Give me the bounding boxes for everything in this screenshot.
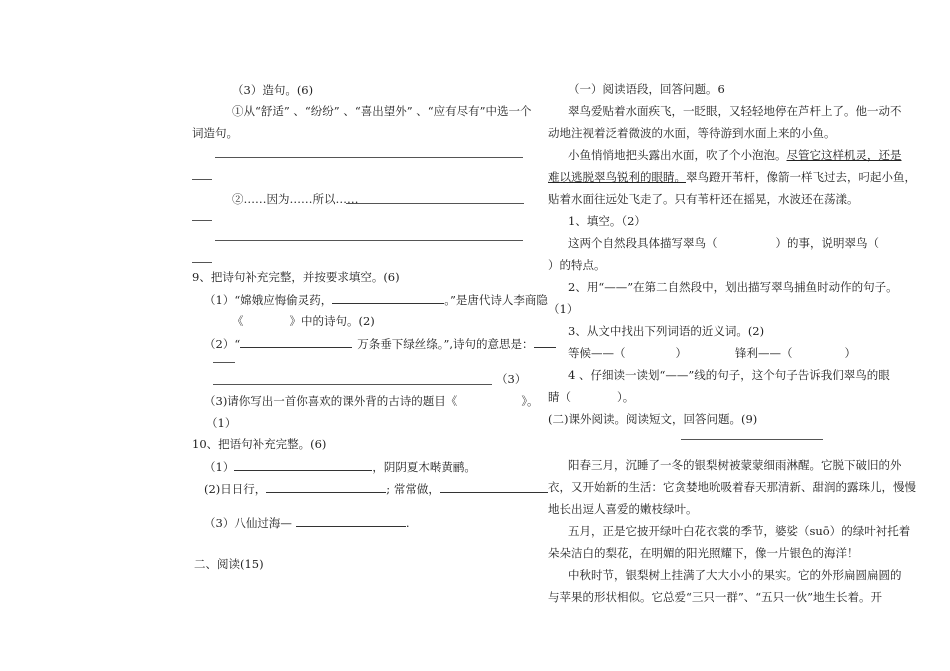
q10-2-prefix: (2)日日行， [204,482,267,496]
answer-line[interactable] [346,203,524,204]
q9-1-title-open: 《 [232,314,244,328]
q9-3-prefix: （3)请你写出一首你喜欢的课外背的古诗的题目《 [204,394,458,408]
q9-2-blank[interactable] [240,336,352,348]
part2-heading: (二)课外阅读。阅读短文，回答问题。(9) [548,412,758,426]
q10-1-suffix: ，阴阴夏木啭黄鹂。 [372,460,476,474]
q10-1-prefix: （1） [204,460,235,474]
passage-p1-line: 动地注视着泛着微波的水面，等待游到水面上来的小鱼。 [548,126,836,140]
q10-3-suffix: . [405,516,410,530]
passage-p2-line: 贴着水面往远处飞走了。只有苇杆还在摇晃，水波还在荡漾。 [548,192,859,206]
reading-p2-line: 朵朵洁白的梨花，在明媚的阳光照耀下，像一片银色的海洋！ [548,546,859,560]
q10-2-blank-2[interactable] [440,481,548,493]
answer-line[interactable] [215,157,523,158]
q9-3-suffix: 》。 [521,394,539,408]
reading-p1-line: 衣，又开始新的生活：它贪婪地吮吸着春天那清新、甜润的露珠儿，慢慢 [548,480,916,494]
passage-text: 翠鸟蹬开苇杆，像箭一样飞过去，叼起小鱼， [686,170,916,184]
q9-1-suffix: 。”是唐代诗人李商隐 [444,293,548,307]
q10-2-middle: ; 常常做， [386,482,440,496]
r-q2-score: （1） [548,302,579,316]
q9-3-score: （1） [206,416,237,430]
q3-item1-text: ①从“舒适” 、“纷纷” 、“喜出望外” 、“应有尽有”中选一个 [232,104,532,118]
synonym-item-close: ） [675,346,687,360]
section2-heading: 二、阅读(15) [194,557,264,571]
r-q2-text: 2、用“——”在第二自然段中，划出描写翠鸟捕鱼时动作的句子。 [568,280,898,294]
reading-p1-line: 地长出逗人喜爱的嫩枝绿叶。 [548,502,698,516]
q9-2-text [204,336,556,352]
synonym-item-close: ） [844,346,856,360]
q3-heading: （3）造句。(6) [232,83,314,97]
r-q1-heading: 1、填空。（2） [568,214,646,228]
synonym-item: 锋利——（ [735,346,793,360]
r-q3-heading: 3、从文中找出下列词语的近义词。(2) [568,324,765,338]
q9-3-text [204,394,539,409]
answer-line[interactable] [213,362,235,363]
q-text: ）。 [617,390,635,404]
q10-2-text [204,481,548,497]
underlined-sentence: 难以逃脱翠鸟锐利的眼睛。 [548,170,686,184]
reading-p2-line: 五月，正是它披开绿叶白花衣裳的季节，婆娑（suō）的绿叶衬托着 [568,524,911,538]
q3-item2-text: ②……因为……所以…… [232,192,359,206]
q3-item1-text-cont: 词造句。 [192,126,238,140]
r-q1-text [568,236,879,251]
synonym-item: 等候——（ [568,346,626,360]
passage-p2-line [548,170,916,185]
q10-3-prefix: （3）八仙过海— [204,516,292,530]
passage-p1-line: 翠鸟爱贴着水面疾飞，一眨眼，又轻轻地停在芦杆上了。他一动不 [568,104,902,118]
q10-2-blank[interactable] [266,481,386,493]
q9-2-prefix: （2）“ [204,337,241,351]
passage-p2-line [568,148,902,163]
answer-line[interactable] [192,220,212,221]
q9-2-suffix: 万条垂下绿丝绦。”,诗句的意思是： [357,337,534,351]
q9-1-blank[interactable] [332,292,444,304]
answer-line[interactable] [192,179,212,180]
q9-1-prefix: （1）“嫦娥应悔偷灵药， [204,293,333,307]
q-text: ）的事，说明翠鸟（ [775,236,879,250]
q-text: 这两个自然段具体描写翠鸟（ [568,236,718,250]
answer-line[interactable] [215,240,523,241]
q9-2-score: （3） [496,372,527,386]
q9-2-meaning-blank[interactable] [534,336,556,348]
r-q1-text-cont: ）的特点。 [548,258,606,272]
r-q4-text: 4 、仔细读一读划“——”线的句子，这个句子告诉我们翠鸟的眼 [568,368,890,382]
r-q4-text-cont [548,390,634,405]
q10-3-blank[interactable] [296,515,406,527]
reading-p3-line: 中秋时节，银梨树上挂满了大大小小的果实。它的外形扁圆扁圆的 [568,568,902,582]
q9-heading: 9、把诗句补充完整，并按要求填空。(6) [192,270,400,284]
passage-text: 小鱼悄悄地把头露出水面，吹了个小泡泡。 [568,148,787,162]
r-q3-items [568,346,856,361]
q9-1-text [204,292,548,308]
part1-heading: （一）阅读语段，回答问题。6 [568,82,725,96]
q-text: 睛（ [548,390,571,404]
answer-line[interactable] [213,384,492,385]
reading-p3-line: 与苹果的形状相似。它总爱“三只一群”、“五只一伙”地生长着。开 [548,590,883,604]
title-blank-line[interactable] [681,439,823,440]
q10-1-text [204,459,476,475]
reading-p1-line: 阳春三月，沉睡了一冬的银梨树被蒙蒙细雨淋醒。它脱下破旧的外 [568,458,902,472]
q10-heading: 10、把语句补充完整。(6) [192,437,327,451]
q9-1-text-cont [232,314,375,329]
q10-3-text [204,515,409,531]
q9-1-title-close: 》中的诗句。(2) [289,314,375,328]
q10-1-blank[interactable] [234,459,372,471]
answer-line[interactable] [192,262,212,263]
underlined-sentence: 尽管它这样机灵，还是 [786,148,902,162]
